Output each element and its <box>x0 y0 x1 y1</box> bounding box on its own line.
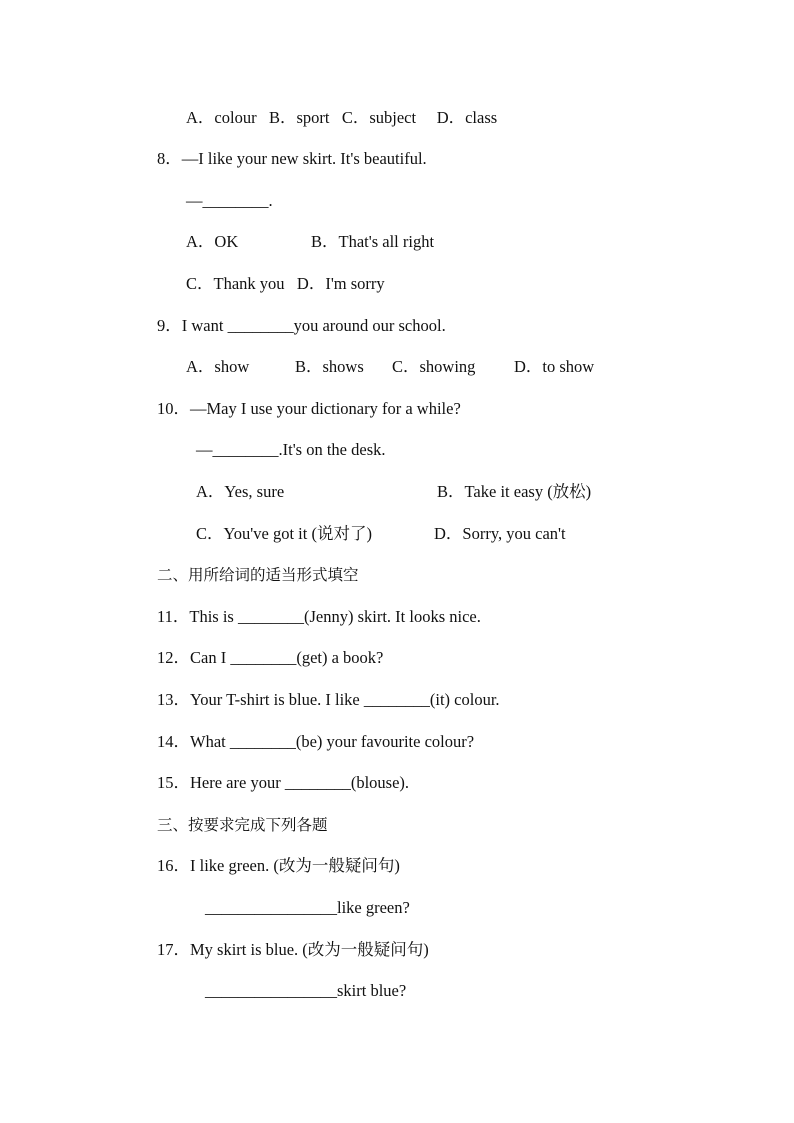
q14: 14．What ________(be) your favourite colour? <box>157 732 475 751</box>
q8-answer-blank: —________. <box>186 191 273 210</box>
section-2-title: 二、用所给词的适当形式填空 <box>157 566 359 584</box>
q8-options-cd: C．Thank you D．I'm sorry <box>186 274 385 293</box>
q10-option-d: D．Sorry, you can't <box>434 524 566 543</box>
q15: 15．Here are your ________(blouse). <box>157 773 410 792</box>
q9-stem: 9．I want ________you around our school. <box>157 316 446 335</box>
q8-stem: 8．—I like your new skirt. It's beautiful. <box>157 149 427 168</box>
q8-option-b: B．That's all right <box>311 232 435 251</box>
q9-option-a: A．show <box>186 357 250 376</box>
q9-option-d: D．to show <box>514 357 595 376</box>
q12: 12．Can I ________(get) a book? <box>157 648 384 667</box>
q17-answer-line: ________________skirt blue? <box>205 981 407 1000</box>
q9-option-b: B．shows <box>295 357 364 376</box>
q8-option-a: A．OK <box>186 232 239 251</box>
q16-stem: 16．I like green. (改为一般疑问句) <box>157 856 400 875</box>
q16-answer-line: ________________like green? <box>205 898 410 917</box>
q7-options: A．colour B．sport C．subject D．class <box>186 108 498 127</box>
q10-stem: 10．—May I use your dictionary for a while? <box>157 399 461 418</box>
q10-option-a: A．Yes, sure <box>196 482 285 501</box>
q9-option-c: C．showing <box>392 357 476 376</box>
q10-option-b: B．Take it easy (放松) <box>437 482 592 501</box>
q11: 11．This is ________(Jenny) skirt. It looks nice. <box>157 607 481 626</box>
section-3-title: 三、按要求完成下列各题 <box>157 816 328 834</box>
q10-option-c: C．You've got it (说对了) <box>196 524 372 543</box>
q13: 13．Your T-shirt is blue. I like ________(it) colour. <box>157 690 500 709</box>
q17-stem: 17．My skirt is blue. (改为一般疑问句) <box>157 940 429 959</box>
q10-answer-blank: —________.It's on the desk. <box>196 440 386 459</box>
